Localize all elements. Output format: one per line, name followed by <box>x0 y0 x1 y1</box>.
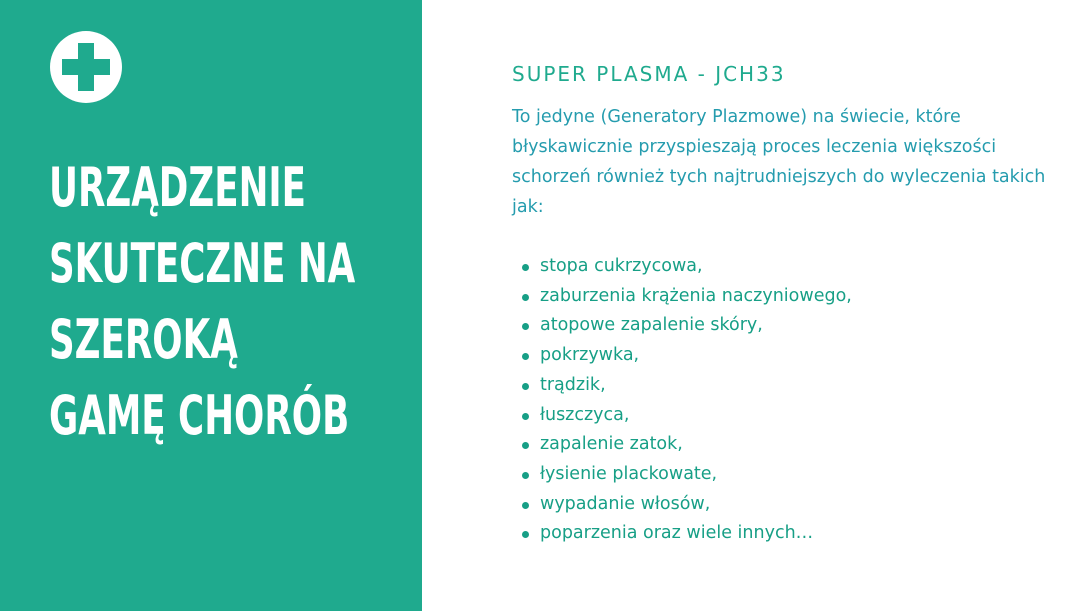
list-item-text: trądzik, <box>540 374 606 395</box>
list-item <box>512 311 1072 341</box>
list-item <box>512 371 1072 401</box>
headline <box>49 150 409 454</box>
left-accent-panel <box>0 0 422 611</box>
list-item <box>512 401 1072 431</box>
list-item <box>512 430 1072 460</box>
bullet-dot <box>522 264 529 271</box>
headline-line: GAMĘ CHORÓB <box>49 384 350 447</box>
bullet-dot <box>522 413 529 420</box>
headline-line: SKUTECZNE NA <box>49 232 356 295</box>
bullet-dot <box>522 472 529 479</box>
list-item <box>512 252 1072 282</box>
list-item <box>512 460 1072 490</box>
bullet-dot <box>522 531 529 538</box>
list-item-text: pokrzywka, <box>540 345 640 366</box>
bullet-dot <box>522 502 529 509</box>
subtitle: SUPER PLASMA - JCH33 <box>512 62 786 86</box>
list-item-text: zaburzenia krążenia naczyniowego, <box>540 285 852 306</box>
list-item-text: łysienie plackowate, <box>540 463 718 484</box>
list-item-text: wypadanie włosów, <box>540 493 711 514</box>
bullet-dot <box>522 442 529 449</box>
headline-line: SZEROKĄ <box>49 308 238 371</box>
list-item-text: stopa cukrzycowa, <box>540 256 703 276</box>
conditions-list <box>512 252 1072 549</box>
bullet-dot <box>522 323 529 330</box>
bullet-dot <box>522 294 529 301</box>
list-item <box>512 282 1072 312</box>
list-item <box>512 490 1072 520</box>
headline-line: URZĄDZENIE <box>49 156 307 219</box>
bullet-dot <box>522 383 529 390</box>
content-area <box>512 60 1072 549</box>
list-item-text: zapalenie zatok, <box>540 434 683 455</box>
list-item-text: atopowe zapalenie skóry, <box>540 315 763 336</box>
list-item-text: łuszczyca, <box>540 404 630 425</box>
plus-cross-icon <box>50 31 122 103</box>
list-item <box>512 341 1072 371</box>
intro-paragraph: To jedyne (Generatory Plazmowe) na świecie, które błyskawicznie przyspieszają proces leczenia większości schorzeń również tych najtrudniejszych do wyleczenia takich jak: <box>512 107 1046 217</box>
medical-badge <box>50 31 122 103</box>
bullet-dot <box>522 353 529 360</box>
list-item <box>512 519 1072 549</box>
list-item-text: poparzenia oraz wiele innych… <box>540 523 814 544</box>
